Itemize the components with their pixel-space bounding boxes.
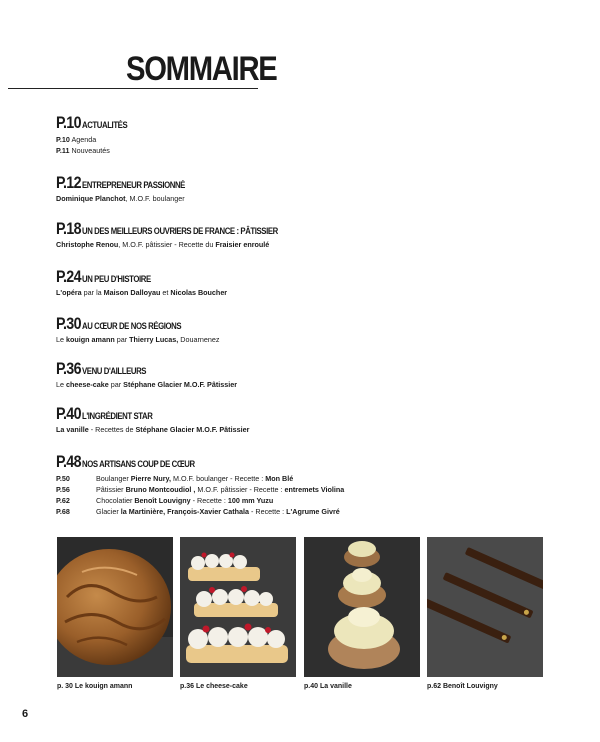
toc-entry-ailleurs[interactable] xyxy=(56,360,237,390)
toc-section-title: L'INGRÉDIENT STAR xyxy=(81,411,153,422)
toc-page-number: P.36 xyxy=(56,359,81,378)
chocolate-bars-photo xyxy=(427,537,543,677)
toc-section-title: ENTREPRENEUR PASSIONNÉ xyxy=(81,180,185,191)
toc-subline: Christophe Renou, M.O.F. pâtissier - Recette du Fraisier enroulé xyxy=(56,240,270,249)
title-rule xyxy=(8,88,258,89)
toc-page-number: P.48 xyxy=(56,452,81,471)
vanilla-pastry-photo xyxy=(304,537,420,677)
toc-entry-histoire[interactable] xyxy=(56,268,227,298)
toc-artisan-row: P.68 Glacier la Martinière, François-Xavier Cathala - Recette : L'Agrume Givré xyxy=(56,507,340,516)
toc-page-number: P.40 xyxy=(56,404,81,423)
photo-caption: p.36 Le cheese-cake xyxy=(180,683,248,690)
toc-entry-artisans[interactable] xyxy=(56,453,344,517)
photo-caption: p.62 Benoît Louvigny xyxy=(427,683,498,690)
toc-entry-ingredient[interactable] xyxy=(56,405,249,435)
toc-artisan-row: P.62 Chocolatier Benoît Louvigny - Recette : 100 mm Yuzu xyxy=(56,496,274,505)
toc-artisan-row: P.56 Pâtissier Bruno Montcoudiol , M.O.F. pâtissier - Recette : entremets Violina xyxy=(56,485,345,494)
toc-section-title: ACTUALITÉS xyxy=(81,120,127,131)
toc-page-number: P.12 xyxy=(56,173,81,192)
toc-section-title: VENU D'AILLEURS xyxy=(81,366,146,377)
photo-caption: p. 30 Le kouign amann xyxy=(57,683,133,690)
toc-subline: Le kouign amann par Thierry Lucas, Douarnenez xyxy=(56,335,220,344)
page-number: 6 xyxy=(22,708,29,720)
kouign-amann-photo xyxy=(57,537,173,677)
toc-subline: P.11 Nouveautés xyxy=(56,146,110,155)
toc-section-title: AU CŒUR DE NOS RÉGIONS xyxy=(81,321,181,332)
toc-page-number: P.18 xyxy=(56,219,81,238)
toc-subline: Le cheese-cake par Stéphane Glacier M.O.F. Pâtissier xyxy=(56,380,238,389)
toc-page-number: P.30 xyxy=(56,314,81,333)
toc-subline: P.10 Agenda xyxy=(56,135,97,144)
toc-section-title: UN DES MEILLEURS OUVRIERS DE FRANCE : PÂTISSIER xyxy=(81,226,278,237)
toc-page-number: P.10 xyxy=(56,113,81,132)
toc-entry-mof[interactable] xyxy=(56,220,320,250)
toc-entry-regions[interactable] xyxy=(56,315,219,345)
toc-entry-actualites[interactable] xyxy=(56,114,137,156)
toc-section-title: UN PEU D'HISTOIRE xyxy=(81,274,151,285)
toc-subline: Dominique Planchot, M.O.F. boulanger xyxy=(56,194,185,203)
toc-entry-entrepreneur[interactable] xyxy=(56,174,207,204)
toc-artisan-row: P.50 Boulanger Pierre Nury, M.O.F. boulanger - Recette : Mon Blé xyxy=(56,474,294,483)
toc-subline: La vanille - Recettes de Stéphane Glacier M.O.F. Pâtissier xyxy=(56,425,250,434)
toc-section-title: NOS ARTISANS COUP DE CŒUR xyxy=(81,459,195,470)
toc-subline: L'opéra par la Maison Dalloyau et Nicolas Boucher xyxy=(56,288,228,297)
photo-caption: p.40 La vanille xyxy=(304,683,352,690)
toc-page-number: P.24 xyxy=(56,267,81,286)
page-title: SOMMAIRE xyxy=(126,50,277,88)
cheese-cake-photo xyxy=(180,537,296,677)
